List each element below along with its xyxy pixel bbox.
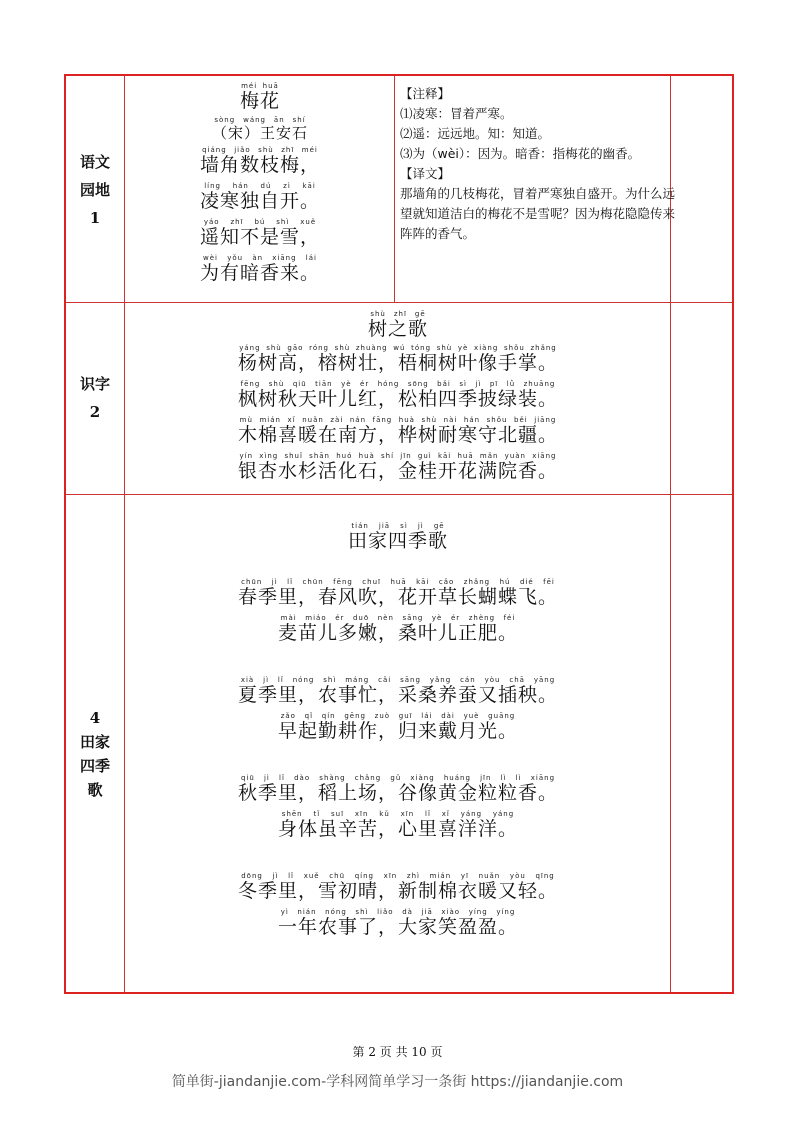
poem-line: 遥知不是雪，yáo zhī bú shì xuě xyxy=(199,218,320,248)
row-label-shizi xyxy=(66,370,124,426)
worksheet-table xyxy=(64,74,734,994)
poem-line: 杨树高，榕树壮，梧桐树叶像手掌。yáng shù gāo róng shù zhuàng wú tóng shù yè xiàng shǒu zhǎng xyxy=(237,344,558,374)
poem-line: 冬季里，雪初晴，新制棉衣暖又轻。dōng jì lǐ xuě chū qíng xīn zhì mián yī nuǎn yòu qīng xyxy=(237,872,558,902)
label-line: 语文 xyxy=(79,153,110,171)
poem-author: （宋）王安石sòng wáng ān shí xyxy=(211,116,308,142)
label-line: 识字 xyxy=(79,375,110,393)
label-line: 田家 xyxy=(79,733,110,751)
stanza xyxy=(126,872,670,944)
poem-line: 银杏水杉活化石，金桂开花满院香。yín xìng shuǐ shān huó huà shí jīn guì kāi huā mǎn yuàn xiāng xyxy=(237,452,558,482)
stanza xyxy=(126,774,670,846)
note-item: ⑵遥：远远地。知：知道。 xyxy=(400,126,551,141)
notes-panel xyxy=(400,84,675,244)
poem-title: 田家四季歌tián jiā sì jì gē xyxy=(347,522,448,552)
poem-shuzhige xyxy=(126,310,670,488)
column-divider xyxy=(394,76,395,302)
poem-line: 身体虽辛苦，心里喜洋洋。shēn tǐ suī xīn kǔ xīn lǐ xǐ yáng yáng xyxy=(277,810,518,840)
label-line: 2 xyxy=(89,403,101,421)
poem-line: 墙角数枝梅，qiáng jiǎo shù zhī méi xyxy=(199,146,320,176)
poem-line: 枫树秋天叶儿红，松柏四季披绿装。fēng shù qiū tiān yè ér hóng sōng bǎi sì jì pī lǜ zhuāng xyxy=(237,380,558,410)
poem-line: 秋季里，稻上场，谷像黄金粒粒香。qiū jì lǐ dào shàng chǎng gǔ xiàng huáng jīn lì lì xiāng xyxy=(237,774,558,804)
poem-line: 早起勤耕作，归来戴月光。zǎo qǐ qín gēng zuò guī lái dài yuè guāng xyxy=(277,712,518,742)
poem-line: 凌寒独自开。líng hán dú zì kāi xyxy=(199,182,320,212)
label-line: 四季 xyxy=(79,757,110,775)
row-label-yuwen-yuandi xyxy=(66,148,124,232)
row-divider xyxy=(66,494,732,495)
note-item: ⑶为（wèi）：因为。暗香：指梅花的幽香。 xyxy=(400,146,641,161)
poem-tianjiasijige xyxy=(126,522,670,944)
stanza xyxy=(126,578,670,650)
stanza xyxy=(126,676,670,748)
poem-title: 树之歌shù zhī gē xyxy=(367,310,428,340)
column-divider xyxy=(124,76,125,992)
watermark-link[interactable]: 简单街-jiandanjie.com-学科网简单学习一条街 https://jiandanjie.com xyxy=(171,1074,624,1090)
page-number: 第 2 页 共 10 页 xyxy=(352,1045,443,1059)
poem-line: 木棉喜暖在南方，桦树耐寒守北疆。mù mián xǐ nuǎn zài nán fāng huà shù nài hán shǒu běi jiāng xyxy=(237,416,558,446)
poem-line: 麦苗儿多嫩，桑叶儿正肥。mài miáo ér duō nèn sāng yè ér zhèng féi xyxy=(277,614,518,644)
notes-heading: 【注释】 xyxy=(400,86,451,101)
poem-line: 夏季里，农事忙，采桑养蚕又插秧。xià jì lǐ nóng shì máng cǎi sāng yǎng cán yòu chā yāng xyxy=(237,676,558,706)
poem-line: 一年农事了，大家笑盈盈。yì nián nóng shì liǎo dà jiā xiào yíng yíng xyxy=(277,908,518,938)
label-line: 歌 xyxy=(87,781,103,799)
note-item: ⑴凌寒：冒着严寒。 xyxy=(400,106,513,121)
translation-heading: 【译文】 xyxy=(400,166,451,181)
poem-meihua xyxy=(126,82,394,290)
row-label-tianjia xyxy=(66,706,124,802)
poem-title: 梅花méi huā xyxy=(239,82,280,112)
label-line: 4 xyxy=(89,709,101,727)
row-divider xyxy=(66,302,732,303)
poem-line: 为有暗香来。wèi yǒu àn xiāng lái xyxy=(199,254,320,284)
poem-line: 春季里，春风吹，花开草长蝴蝶飞。chūn jì lǐ chūn fēng chuī huā kāi cǎo zhǎng hú dié fēi xyxy=(237,578,558,608)
label-line: 园地 xyxy=(79,181,110,199)
translation-text: 那墙角的几枝梅花，冒着严寒独自盛开。为什么远望就知道洁白的梅花不是雪呢？因为梅花隐隐传来阵阵的香气。 xyxy=(400,186,676,241)
label-line: 1 xyxy=(89,209,101,227)
